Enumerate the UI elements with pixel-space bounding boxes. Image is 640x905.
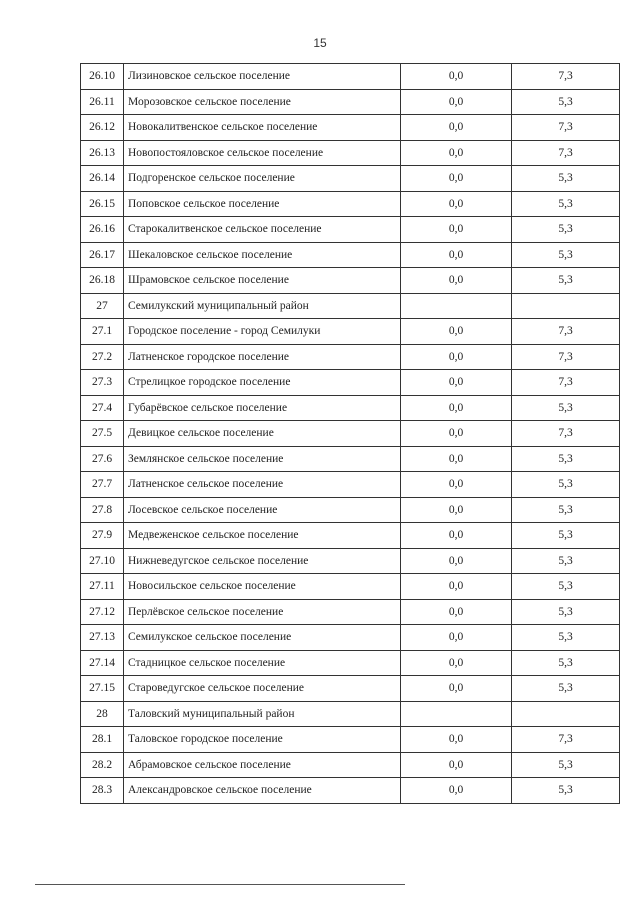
table-row bbox=[81, 242, 620, 268]
value-2: 5,3 bbox=[512, 472, 620, 498]
table-row bbox=[81, 268, 620, 294]
row-number: 28 bbox=[81, 701, 124, 727]
value-1: 0,0 bbox=[401, 268, 512, 294]
value-2: 7,3 bbox=[512, 421, 620, 447]
table-row bbox=[81, 115, 620, 141]
table-row bbox=[81, 370, 620, 396]
table-row bbox=[81, 472, 620, 498]
settlement-name: Землянское сельское поселение bbox=[124, 446, 401, 472]
row-number: 28.2 bbox=[81, 752, 124, 778]
settlement-name: Латненское сельское поселение bbox=[124, 472, 401, 498]
row-number: 27.7 bbox=[81, 472, 124, 498]
settlement-name: Шекаловское сельское поселение bbox=[124, 242, 401, 268]
settlement-name: Стрелицкое городское поселение bbox=[124, 370, 401, 396]
settlement-name: Новопостояловское сельское поселение bbox=[124, 140, 401, 166]
row-number: 26.17 bbox=[81, 242, 124, 268]
row-number: 28.3 bbox=[81, 778, 124, 804]
settlement-name: Старокалитвенское сельское поселение bbox=[124, 217, 401, 243]
row-number: 27.13 bbox=[81, 625, 124, 651]
value-1: 0,0 bbox=[401, 89, 512, 115]
value-1: 0,0 bbox=[401, 778, 512, 804]
table-row bbox=[81, 778, 620, 804]
settlement-name: Городское поселение - город Семилуки bbox=[124, 319, 401, 345]
value-2 bbox=[512, 701, 620, 727]
value-1: 0,0 bbox=[401, 650, 512, 676]
row-number: 27.6 bbox=[81, 446, 124, 472]
value-2: 7,3 bbox=[512, 115, 620, 141]
value-1: 0,0 bbox=[401, 370, 512, 396]
table-row bbox=[81, 701, 620, 727]
value-1: 0,0 bbox=[401, 395, 512, 421]
table-row bbox=[81, 395, 620, 421]
value-1: 0,0 bbox=[401, 242, 512, 268]
value-1: 0,0 bbox=[401, 446, 512, 472]
value-1: 0,0 bbox=[401, 191, 512, 217]
row-number: 27.12 bbox=[81, 599, 124, 625]
table-row bbox=[81, 293, 620, 319]
row-number: 27.5 bbox=[81, 421, 124, 447]
table-row bbox=[81, 727, 620, 753]
value-2: 5,3 bbox=[512, 548, 620, 574]
page-number: 15 bbox=[313, 36, 327, 50]
row-number: 27.10 bbox=[81, 548, 124, 574]
value-2: 5,3 bbox=[512, 268, 620, 294]
value-1: 0,0 bbox=[401, 497, 512, 523]
value-1: 0,0 bbox=[401, 344, 512, 370]
value-1: 0,0 bbox=[401, 140, 512, 166]
table-row bbox=[81, 446, 620, 472]
value-2: 5,3 bbox=[512, 446, 620, 472]
row-number: 27.9 bbox=[81, 523, 124, 549]
settlement-name: Таловское городское поселение bbox=[124, 727, 401, 753]
settlement-name: Новокалитвенское сельское поселение bbox=[124, 115, 401, 141]
table-row bbox=[81, 574, 620, 600]
row-number: 26.16 bbox=[81, 217, 124, 243]
table-row bbox=[81, 64, 620, 90]
settlement-name: Семилукское сельское поселение bbox=[124, 625, 401, 651]
value-1: 0,0 bbox=[401, 523, 512, 549]
settlement-name: Губарёвское сельское поселение bbox=[124, 395, 401, 421]
value-1: 0,0 bbox=[401, 574, 512, 600]
row-number: 27 bbox=[81, 293, 124, 319]
value-2: 5,3 bbox=[512, 625, 620, 651]
settlement-name: Новосильское сельское поселение bbox=[124, 574, 401, 600]
value-2: 5,3 bbox=[512, 89, 620, 115]
value-2: 5,3 bbox=[512, 574, 620, 600]
value-1: 0,0 bbox=[401, 115, 512, 141]
table-row bbox=[81, 650, 620, 676]
value-2: 5,3 bbox=[512, 778, 620, 804]
row-number: 26.18 bbox=[81, 268, 124, 294]
row-number: 27.11 bbox=[81, 574, 124, 600]
value-2: 5,3 bbox=[512, 191, 620, 217]
value-2: 5,3 bbox=[512, 599, 620, 625]
settlements-table bbox=[80, 63, 620, 804]
settlement-name: Староведугское сельское поселение bbox=[124, 676, 401, 702]
value-1: 0,0 bbox=[401, 599, 512, 625]
row-number: 27.4 bbox=[81, 395, 124, 421]
settlement-name: Семилукский муниципальный район bbox=[124, 293, 401, 319]
value-1: 0,0 bbox=[401, 548, 512, 574]
value-2: 5,3 bbox=[512, 217, 620, 243]
value-2: 5,3 bbox=[512, 497, 620, 523]
row-number: 26.15 bbox=[81, 191, 124, 217]
table-row bbox=[81, 344, 620, 370]
table-row bbox=[81, 191, 620, 217]
table-row bbox=[81, 217, 620, 243]
table-row bbox=[81, 140, 620, 166]
footnote-divider bbox=[35, 884, 405, 885]
row-number: 28.1 bbox=[81, 727, 124, 753]
row-number: 27.14 bbox=[81, 650, 124, 676]
value-2: 7,3 bbox=[512, 140, 620, 166]
value-1: 0,0 bbox=[401, 676, 512, 702]
value-2: 5,3 bbox=[512, 752, 620, 778]
row-number: 27.1 bbox=[81, 319, 124, 345]
settlement-name: Перлёвское сельское поселение bbox=[124, 599, 401, 625]
value-2: 7,3 bbox=[512, 370, 620, 396]
table-row bbox=[81, 497, 620, 523]
value-1: 0,0 bbox=[401, 319, 512, 345]
value-1: 0,0 bbox=[401, 421, 512, 447]
settlement-name: Александровское сельское поселение bbox=[124, 778, 401, 804]
value-1: 0,0 bbox=[401, 166, 512, 192]
settlement-name: Подгоренское сельское поселение bbox=[124, 166, 401, 192]
settlement-name: Нижневедугское сельское поселение bbox=[124, 548, 401, 574]
value-2: 5,3 bbox=[512, 242, 620, 268]
table-row bbox=[81, 89, 620, 115]
settlement-name: Абрамовское сельское поселение bbox=[124, 752, 401, 778]
row-number: 26.10 bbox=[81, 64, 124, 90]
settlement-name: Лосевское сельское поселение bbox=[124, 497, 401, 523]
settlement-name: Медвеженское сельское поселение bbox=[124, 523, 401, 549]
value-1: 0,0 bbox=[401, 472, 512, 498]
row-number: 27.8 bbox=[81, 497, 124, 523]
table-row bbox=[81, 523, 620, 549]
value-2: 5,3 bbox=[512, 166, 620, 192]
value-2: 7,3 bbox=[512, 727, 620, 753]
settlement-name: Девицкое сельское поселение bbox=[124, 421, 401, 447]
value-1: 0,0 bbox=[401, 752, 512, 778]
row-number: 26.13 bbox=[81, 140, 124, 166]
table-row bbox=[81, 319, 620, 345]
value-2: 5,3 bbox=[512, 650, 620, 676]
value-2: 7,3 bbox=[512, 344, 620, 370]
table-row bbox=[81, 625, 620, 651]
table-body bbox=[81, 64, 620, 804]
settlement-name: Лизиновское сельское поселение bbox=[124, 64, 401, 90]
value-2: 7,3 bbox=[512, 64, 620, 90]
value-1 bbox=[401, 701, 512, 727]
value-1: 0,0 bbox=[401, 64, 512, 90]
value-2: 5,3 bbox=[512, 395, 620, 421]
table-row bbox=[81, 166, 620, 192]
value-2 bbox=[512, 293, 620, 319]
value-1: 0,0 bbox=[401, 217, 512, 243]
row-number: 26.12 bbox=[81, 115, 124, 141]
row-number: 26.11 bbox=[81, 89, 124, 115]
table-row bbox=[81, 676, 620, 702]
value-2: 5,3 bbox=[512, 676, 620, 702]
value-1: 0,0 bbox=[401, 727, 512, 753]
value-2: 7,3 bbox=[512, 319, 620, 345]
value-2: 5,3 bbox=[512, 523, 620, 549]
settlement-name: Латненское городское поселение bbox=[124, 344, 401, 370]
value-1 bbox=[401, 293, 512, 319]
settlement-name: Таловский муниципальный район bbox=[124, 701, 401, 727]
row-number: 27.15 bbox=[81, 676, 124, 702]
settlement-name: Стадницкое сельское поселение bbox=[124, 650, 401, 676]
table-row bbox=[81, 548, 620, 574]
value-1: 0,0 bbox=[401, 625, 512, 651]
settlement-name: Шрамовское сельское поселение bbox=[124, 268, 401, 294]
table-row bbox=[81, 752, 620, 778]
settlement-name: Морозовское сельское поселение bbox=[124, 89, 401, 115]
table-row bbox=[81, 421, 620, 447]
row-number: 27.3 bbox=[81, 370, 124, 396]
table-row bbox=[81, 599, 620, 625]
row-number: 26.14 bbox=[81, 166, 124, 192]
row-number: 27.2 bbox=[81, 344, 124, 370]
settlement-name: Поповское сельское поселение bbox=[124, 191, 401, 217]
